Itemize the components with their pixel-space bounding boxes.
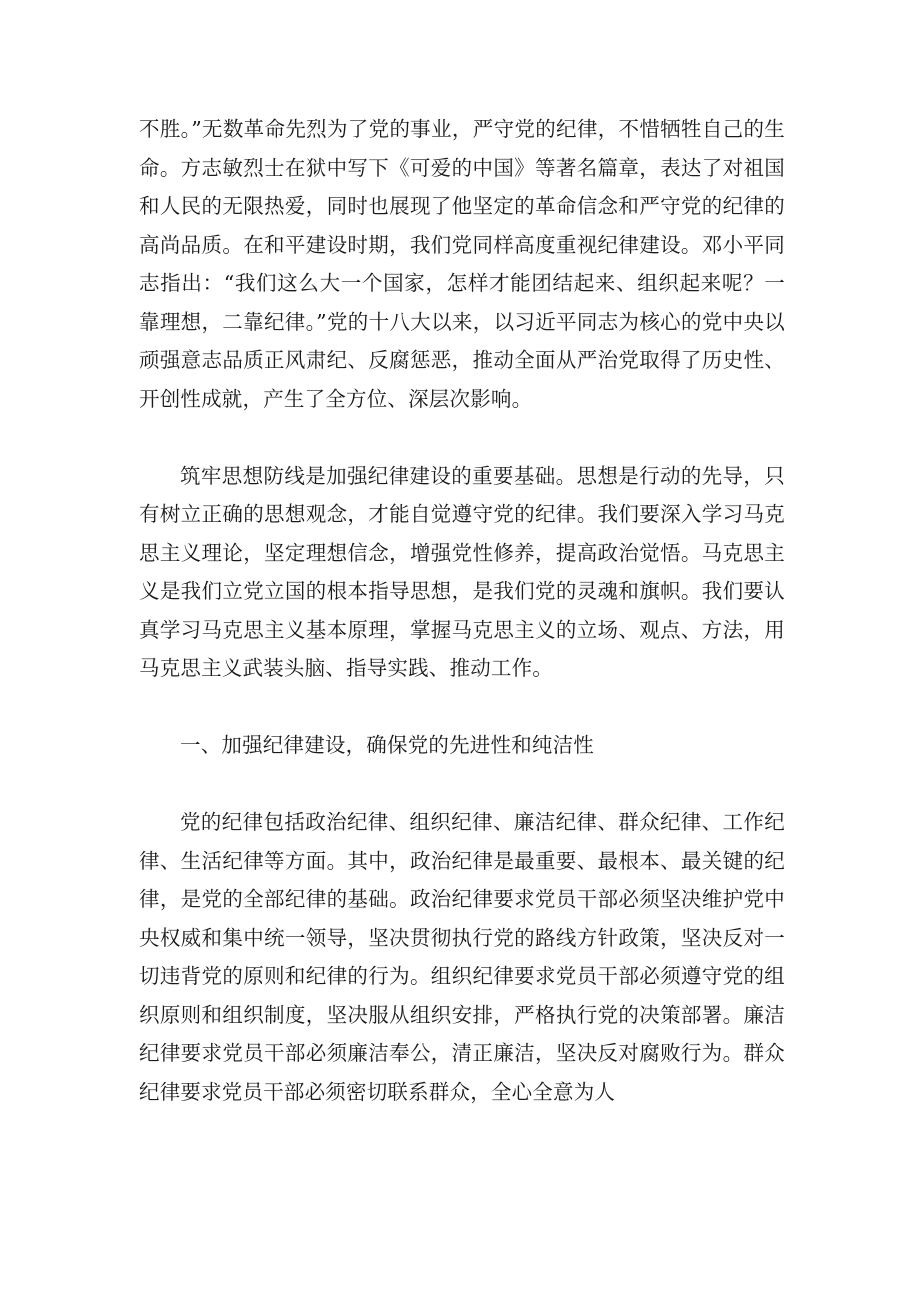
paragraph-party-discipline: 党的纪律包括政治纪律、组织纪律、廉洁纪律、群众纪律、工作纪律、生活纪律等方面。其中，政治纪律是最重要、最根本、最关键的纪律，是党的全部纪律的基础。政治纪律要求党员干部必须坚决维护党中央权威和集中统一领导，坚决贯彻执行党的路线方针政策，坚决反对一切违背党的原则和纪律的行为。组织纪律要求党员干部必须遵守党的组织原则和组织制度，坚决服从组织安排，严格执行党的决策部署。廉洁纪律要求党员干部必须廉洁奉公，清正廉洁，坚决反对腐败行为。群众纪律要求党员干部必须密切联系群众，全心全意为人 <box>139 810 785 1104</box>
paragraph-spacer <box>139 765 785 804</box>
section-heading: 一、加强纪律建设，确保党的先进性和纯洁性 <box>180 733 594 757</box>
paragraph-ideological-defense: 筑牢思想防线是加强纪律建设的重要基础。思想是行动的先导，只有树立正确的思想观念，才能自觉遵守党的纪律。我们要深入学习马克思主义理论，坚定理想信念，增强党性修养，提高政治觉悟。马克思主义是我们立党立国的根本指导思想，是我们党的灵魂和旗帜。我们要认真学习马克思主义基本原理，掌握马克思主义的立场、观点、方法，用马克思主义武装头脑、指导实践、推动工作。 <box>139 463 785 680</box>
paragraph-continued: 不胜。”无数革命先烈为了党的事业，严守党的纪律，不惜牺牲自己的生命。方志敏烈士在狱中写下《可爱的中国》等著名篇章，表达了对祖国和人民的无限热爱，同时也展现了他坚定的革命信念和严守党的纪律的高尚品质。在和平建设时期，我们党同样高度重视纪律建设。邓小平同志指出：“我们这么大一个国家，怎样才能团结起来、组织起来呢？一靠理想，二靠纪律。”党的十八大以来，以习近平同志为核心的党中央以顽强意志品质正风肃纪、反腐惩恶，推动全面从严治党取得了历史性、开创性成就，产生了全方位、深层次影响。 <box>139 117 785 411</box>
document-body <box>139 110 785 1111</box>
paragraph-spacer <box>139 418 785 457</box>
paragraph-spacer <box>139 688 785 727</box>
